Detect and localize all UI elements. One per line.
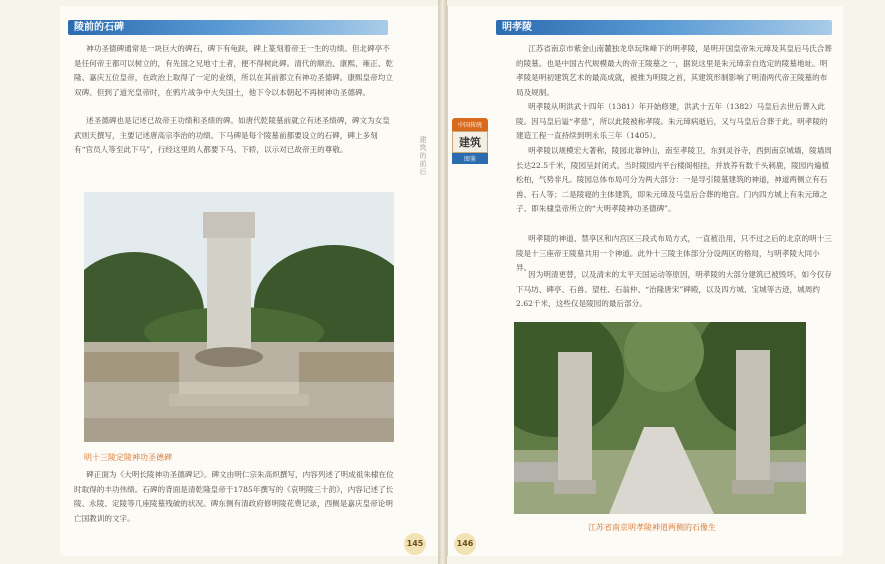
stone-statues-photo xyxy=(514,322,806,514)
series-badge xyxy=(452,118,488,164)
stele-photo-illustration xyxy=(84,192,394,442)
series-badge-sub: 图鉴 xyxy=(452,153,488,164)
page-number-right: 146 xyxy=(454,533,476,555)
stone-statues-illustration xyxy=(514,322,806,514)
left-paragraph-2: 述圣德碑也是记述已故帝王功绩和圣绩的碑。如唐代乾陵墓前就立有述圣绩碑，碑文为女皇武则天撰写，主要记述唐高宗李治的功绩。下马碑是每个陵墓前都要设立的石碑，碑上多刻有“官员人等至此下马”，行经这里的人都要下马、下轿，以示对已故帝王的尊敬。 xyxy=(74,116,390,155)
right-paragraph-4: 明孝陵的神道、禁享区和内宫区三段式布局方式，一直被沿用，只不过之后的北京的明十三陵是十三座帝王陵墓共用一个神道。此外十三陵主体部分分设两区的格局，与明孝陵大同小异。 xyxy=(516,234,832,273)
series-badge-top: 中国传统 xyxy=(452,118,488,131)
stele-photo xyxy=(84,192,394,442)
right-paragraph-2: 明孝陵从明洪武十四年（1381）年开始修建，洪武十五年（1382）马皇后去世后葬入此陵。因马皇后谥“孝慈”，所以此陵被称孝陵。朱元璋病逝后，又与马皇后合葬于此。明孝陵的建造工程一直持续到明永乐三年（1405）。 xyxy=(516,102,828,141)
series-badge-main: 建筑 xyxy=(452,131,488,153)
left-page xyxy=(60,6,439,556)
left-vertical-running-text: 建筑的前后 xyxy=(419,136,427,176)
right-section-title: 明孝陵 xyxy=(496,20,832,35)
right-paragraph-5: 因为明清更替，以及清末的太平天国运动等原因，明孝陵的大部分建筑已被毁坏，如今仅存下马坊、碑亭、石兽、望柱、石翁仲、“治隆唐宋”碑殿，以及四方城、宝城等古迹，城周约2.62千米，这些仅是陵园的最后部分。 xyxy=(516,270,832,309)
right-paragraph-3: 明孝陵以规模宏大著称，陵园北靠钟山，南至孝陵卫，东到灵谷寺，西到南京城墙，陵墙周长达22.5千米，陵园呈封闭式。当时陵园内平台楼阁相挂，并放养有数千头刺鹿，陵园内遍植松柏，气势非凡。陵园总体布局可分为两大部分：一是导引陵墓建筑的神道，神道两侧立有石兽、石人等；二是陵寝的主体建筑，即朱元璋及马皇后合葬的地宫。门内四方城上有朱元璋之子、即朱棣皇帝所立的“大明孝陵神功圣德碑”。 xyxy=(516,146,832,214)
left-section-title: 陵前的石碑 xyxy=(68,20,388,35)
left-paragraph-3: 碑正面为《大明长陵神功圣德碑记》。碑文由明仁宗朱高炽撰写，内容列述了明成祖朱棣在位时取得的丰功伟绩。石碑的背面是清乾隆皇帝于1785年撰写的《哀明陵三十韵》，内容记述了长陵、永陵、定陵等几座陵墓残破的状况。碑东侧有清政府修明陵花费记录，西侧是嘉庆皇帝论明亡国教训的文字。 xyxy=(74,470,394,523)
book-gutter xyxy=(438,0,447,564)
right-page xyxy=(447,6,843,556)
page-number-left: 145 xyxy=(404,533,426,555)
left-photo-caption: 明十三陵定陵神功圣德碑 xyxy=(84,453,172,462)
right-photo-caption: 江苏省南京明孝陵神道两侧的石像生 xyxy=(588,523,716,532)
left-paragraph-1: 神功圣德碑通常是一块巨大的碑石，碑下有龟趺，碑上篆刻着帝王一生的功绩。但北碑亭不是任何帝王都可以树立的，有先国之兄地寸土者，便不得树此碑。清代的顺治、康熙、雍正、乾隆、嘉庆五位皇帝，在政治上取得了一定的业绩，所以在其前都立有神功圣德碑。康熙皇帝均立双碑。但到了道光皇帝时，在鸦片战争中大失国土，他下令以本朝起不再树神功圣德碑。 xyxy=(74,44,393,97)
right-paragraph-1: 江苏省南京市紫金山南麓独龙阜玩珠峰下的明孝陵，是明开国皇帝朱元璋及其皇后马氏合葬的陵墓。也是中国古代规模最大的帝王陵墓之一，据说这里是朱元璋亲自选定的陵墓地址。明孝陵是明初建筑艺术的最高成就，被推为明陵之首，其建筑形制影响了明清两代帝王陵墓的布局及规制。 xyxy=(516,44,832,97)
